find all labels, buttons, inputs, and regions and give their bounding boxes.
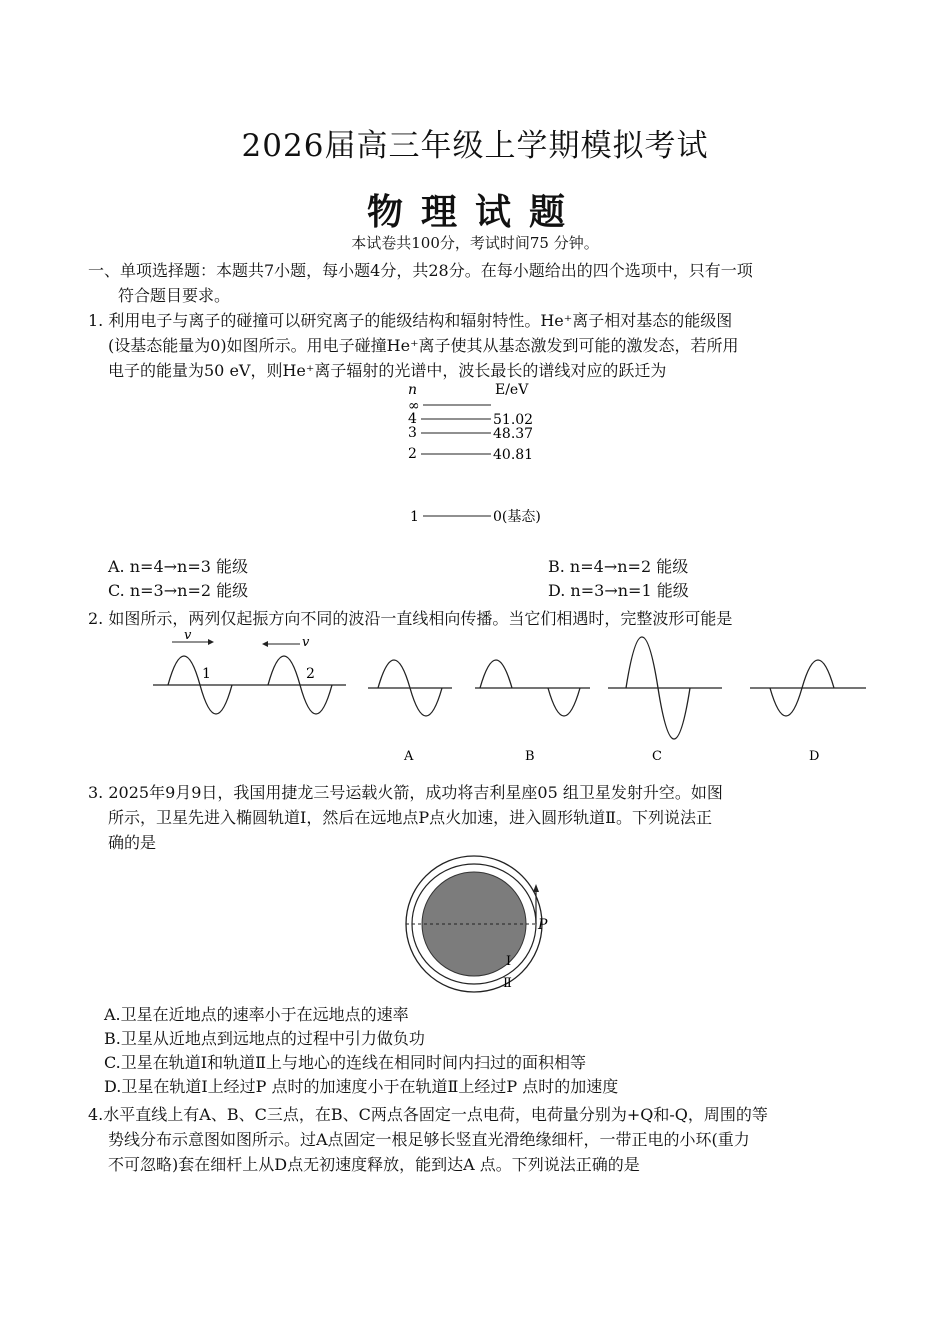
q4-line2: 势线分布示意图如图所示。过A点固定一根足够长竖直光滑绝缘细杆，一带正电的小环(重力 (108, 1130, 750, 1149)
v2-label: v (302, 635, 310, 650)
choice-b-label: B (525, 749, 535, 764)
col-n-label: n (408, 382, 418, 398)
q1-line2: (设基态能量为0)如图所示。用电子碰撞He⁺离子使其从基态激发到可能的激发态，若所用 (108, 336, 739, 355)
q1-option-b: B. n=4→n=2 能级 (548, 557, 689, 576)
q1-option-d: D. n=3→n=1 能级 (548, 581, 689, 600)
subject-title: 物理试题 (366, 191, 583, 233)
level-4-n: 4 (408, 411, 417, 427)
velocity-arrow-head (533, 884, 539, 892)
choice-b-trough (548, 688, 580, 716)
choice-b-crest (480, 660, 512, 688)
q1-option-a: A. n=4→n=3 能级 (108, 557, 249, 576)
choice-d-label: D (809, 749, 820, 764)
section-heading-line2: 符合题目要求。 (118, 286, 231, 305)
q2-line1: 2. 如图所示，两列仅起振方向不同的波沿一直线相向传播。当它们相遇时，完整波形可能是 (88, 609, 733, 628)
level-2-e: 40.81 (493, 447, 534, 463)
q1-option-c: C. n=3→n=2 能级 (108, 581, 249, 600)
wave-2-label: 2 (306, 666, 315, 682)
wave-1-label: 1 (202, 666, 211, 682)
level-1-e: 0(基态) (493, 509, 541, 525)
level-4-e: 51.02 (493, 412, 534, 428)
q3-line1: 3. 2025年9月9日，我国用捷龙三号运载火箭，成功将吉利星座05 组卫星发射升空。如图 (88, 783, 723, 802)
energy-level-diagram (395, 378, 565, 538)
orbit-figure (400, 850, 560, 995)
orbit-2-label: Ⅱ (503, 976, 512, 991)
q1-line3: 电子的能量为50 eV，则He⁺离子辐射的光谱中，波长最长的谱线对应的跃迁为 (108, 361, 667, 380)
wave-figure (150, 630, 870, 770)
q1-line1: 1. 利用电子与离子的碰撞可以研究离子的能级结构和辐射特性。He⁺离子相对基态的能级图 (88, 311, 733, 330)
point-p-label: P (538, 917, 548, 933)
orbit-1-label: Ⅰ (506, 954, 512, 969)
v1-label: v (184, 630, 192, 643)
level-2-n: 2 (408, 446, 417, 462)
level-inf-label: ∞ (408, 398, 420, 414)
q4-line1: 4.水平直线上有A、B、C三点，在B、C两点各固定一点电荷，电荷量分别为+Q和-Q，周围的等 (88, 1105, 768, 1124)
choice-a-label: A (404, 749, 414, 764)
arrow-v2-head (262, 641, 268, 647)
section-heading-line1: 一、单项选择题：本题共7小题，每小题4分，共28分。在每小题给出的四个选项中，只有一项 (88, 261, 753, 280)
arrow-v1-head (208, 639, 214, 645)
level-1-n: 1 (410, 509, 419, 525)
exam-note: 本试卷共100分，考试时间75 分钟。 (351, 234, 599, 252)
level-3-n: 3 (408, 425, 417, 441)
q3-line3: 确的是 (108, 833, 157, 852)
q3-line2: 所示，卫星先进入椭圆轨道Ⅰ，然后在远地点P点火加速，进入圆形轨道Ⅱ。下列说法正 (108, 808, 712, 827)
q3-option-c: C.卫星在轨道Ⅰ和轨道Ⅱ上与地心的连线在相同时间内扫过的面积相等 (104, 1053, 586, 1072)
choice-c-label: C (652, 749, 662, 764)
q3-option-a: A.卫星在近地点的速率小于在远地点的速率 (104, 1005, 409, 1024)
exam-title: 2026届高三年级上学期模拟考试 (241, 128, 709, 164)
q3-option-b: B.卫星从近地点到远地点的过程中引力做负功 (104, 1029, 425, 1048)
q3-option-d: D.卫星在轨道Ⅰ上经过P 点时的加速度小于在轨道Ⅱ上经过P 点时的加速度 (104, 1077, 619, 1096)
level-3-e: 48.37 (493, 426, 534, 442)
col-e-label: E/eV (495, 382, 529, 398)
q4-line3: 不可忽略)套在细杆上从D点无初速度释放，能到达A 点。下列说法正确的是 (108, 1155, 640, 1174)
